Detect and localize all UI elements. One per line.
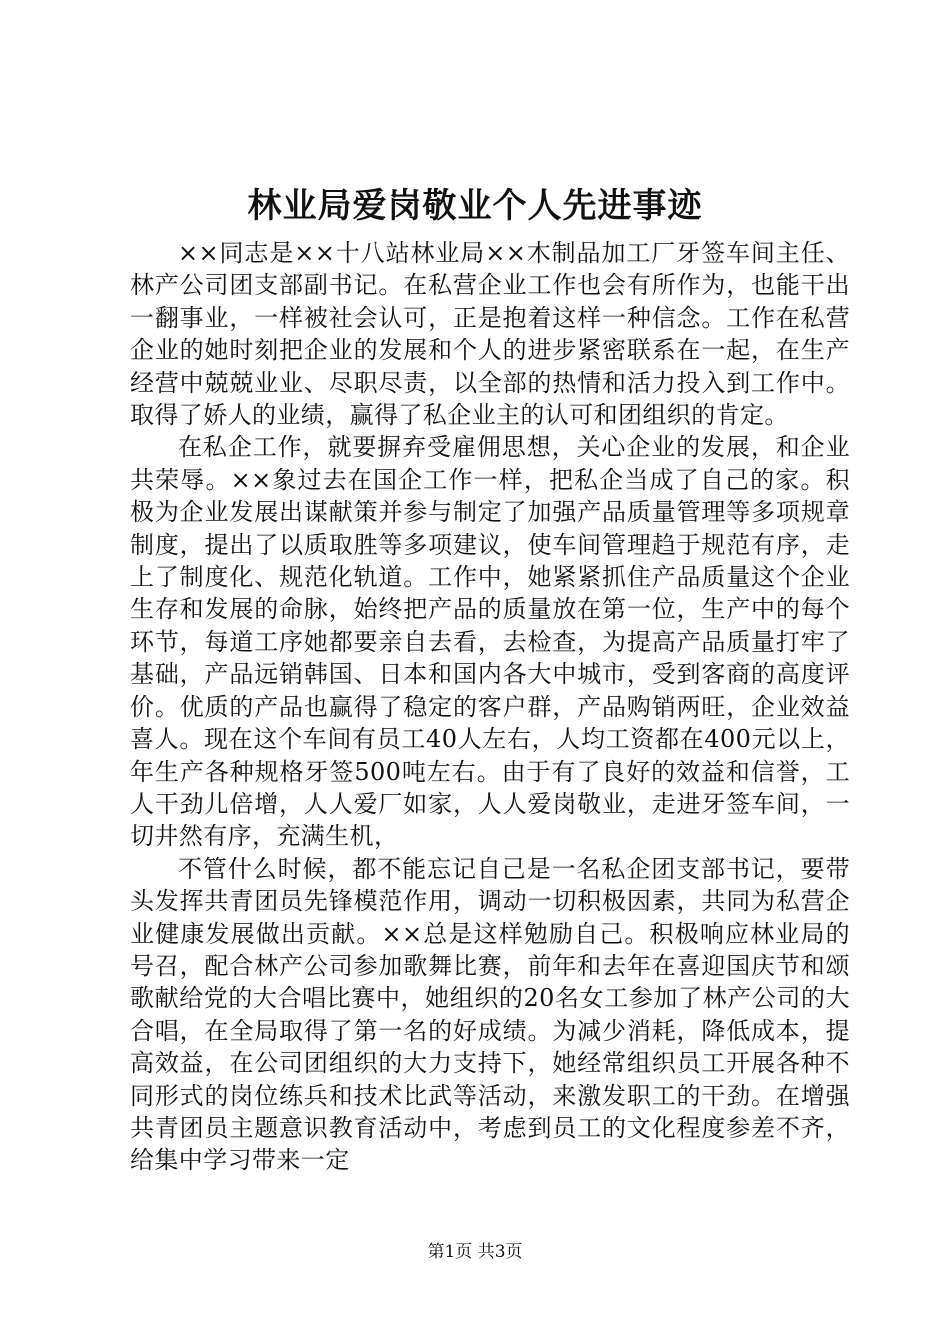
page-footer: 第1页 共3页 [427,1242,523,1262]
paragraph-3: 不管什么时候，都不能忘记自己是一名私企团支部书记，要带头发挥共青团员先锋模范作用，调动一切积极因素，共同为私营企业健康发展做出贡献。××总是这样勉励自己。积极响应林业局的号召，配合林产公司参加歌舞比赛，前年和去年在喜迎国庆节和颂歌献给党的大合唱比赛中，她组织的20名女工参加了林产公司的大合唱，在全局取得了第一名的好成绩。为减少消耗，降低成本，提高效益，在公司团组织的大力支持下，她经常组织员工开展各种不同形式的岗位练兵和技术比武等活动，来激发职工的干劲。在增强共青团员主题意识教育活动中，考虑到员工的文化程度参差不齐，给集中学习带来一定 [130,854,850,1175]
paragraph-2: 在私企工作，就要摒弃受雇佣思想，关心企业的发展，和企业共荣辱。××象过去在国企工作一样，把私企当成了自己的家。积极为企业发展出谋献策并参与制定了加强产品质量管理等多项规章制度，提出了以质取胜等多项建议，使车间管理趋于规范有序，走上了制度化、规范化轨道。工作中，她紧紧抓住产品质量这个企业生存和发展的命脉，始终把产品的质量放在第一位，生产中的每个环节，每道工序她都要亲自去看，去检查，为提高产品质量打牢了基础，产品远销韩国、日本和国内各大中城市，受到客商的高度评价。优质的产品也赢得了稳定的客户群，产品购销两旺，企业效益喜人。现在这个车间有员工40人左右，人均工资都在400元以上，年生产各种规格牙签500吨左右。由于有了良好的效益和信誉，工人干劲儿倍增，人人爱厂如家，人人爱岗敬业，走进牙签车间，一切井然有序，充满生机， [130,433,850,851]
document-body [130,237,850,1177]
paragraph-1: ××同志是××十八站林业局××木制品加工厂牙签车间主任、林产公司团支部副书记。在私营企业工作也会有所作为，也能干出一翻事业，一样被社会认可，正是抱着这样一种信念。工作在私营企业的她时刻把企业的发展和个人的进步紧密联系在一起，在生产经营中兢兢业业、尽职尽责，以全部的热情和活力投入到工作中。取得了娇人的业绩，赢得了私企业主的认可和团组织的肯定。 [130,239,850,430]
document-title: 林业局爱岗敬业个人先进事迹 [247,186,703,226]
